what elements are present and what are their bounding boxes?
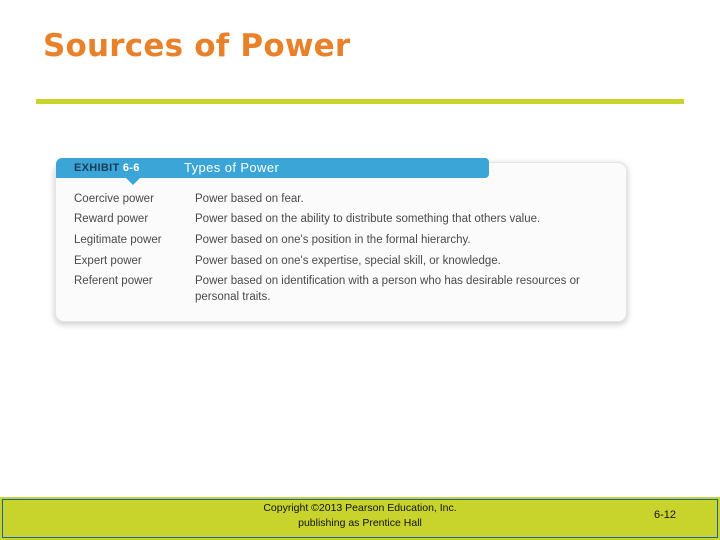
copyright-line-2: publishing as Prentice Hall: [298, 517, 422, 529]
exhibit-title: Types of Power: [184, 160, 280, 175]
exhibit-label: [74, 162, 140, 174]
power-definition: Power based on the ability to distribute something that others value.: [195, 213, 541, 225]
power-term: Reward power: [74, 213, 149, 225]
power-term: Coercive power: [74, 193, 154, 205]
power-definition: Power based on one's position in the formal hierarchy.: [195, 234, 471, 246]
page-number: 6-12: [653, 509, 677, 521]
exhibit-pointer-icon: [126, 178, 140, 185]
footer-copyright: [220, 501, 500, 531]
copyright-line-1: Copyright ©2013 Pearson Education, Inc.: [263, 502, 457, 514]
slide-title: Sources of Power: [43, 28, 351, 64]
exhibit-label-text: EXHIBIT: [74, 162, 120, 174]
power-definition: Power based on fear.: [195, 193, 304, 205]
power-term: Expert power: [74, 255, 142, 267]
power-definition: Power based on one's expertise, special skill, or knowledge.: [195, 255, 501, 267]
power-definition: Power based on identification with a person who has desirable resources or personal traits.: [195, 275, 580, 303]
exhibit-number: 6-6: [122, 162, 140, 174]
power-term: Referent power: [74, 275, 153, 287]
power-term: Legitimate power: [74, 234, 162, 246]
title-divider: [36, 99, 684, 104]
